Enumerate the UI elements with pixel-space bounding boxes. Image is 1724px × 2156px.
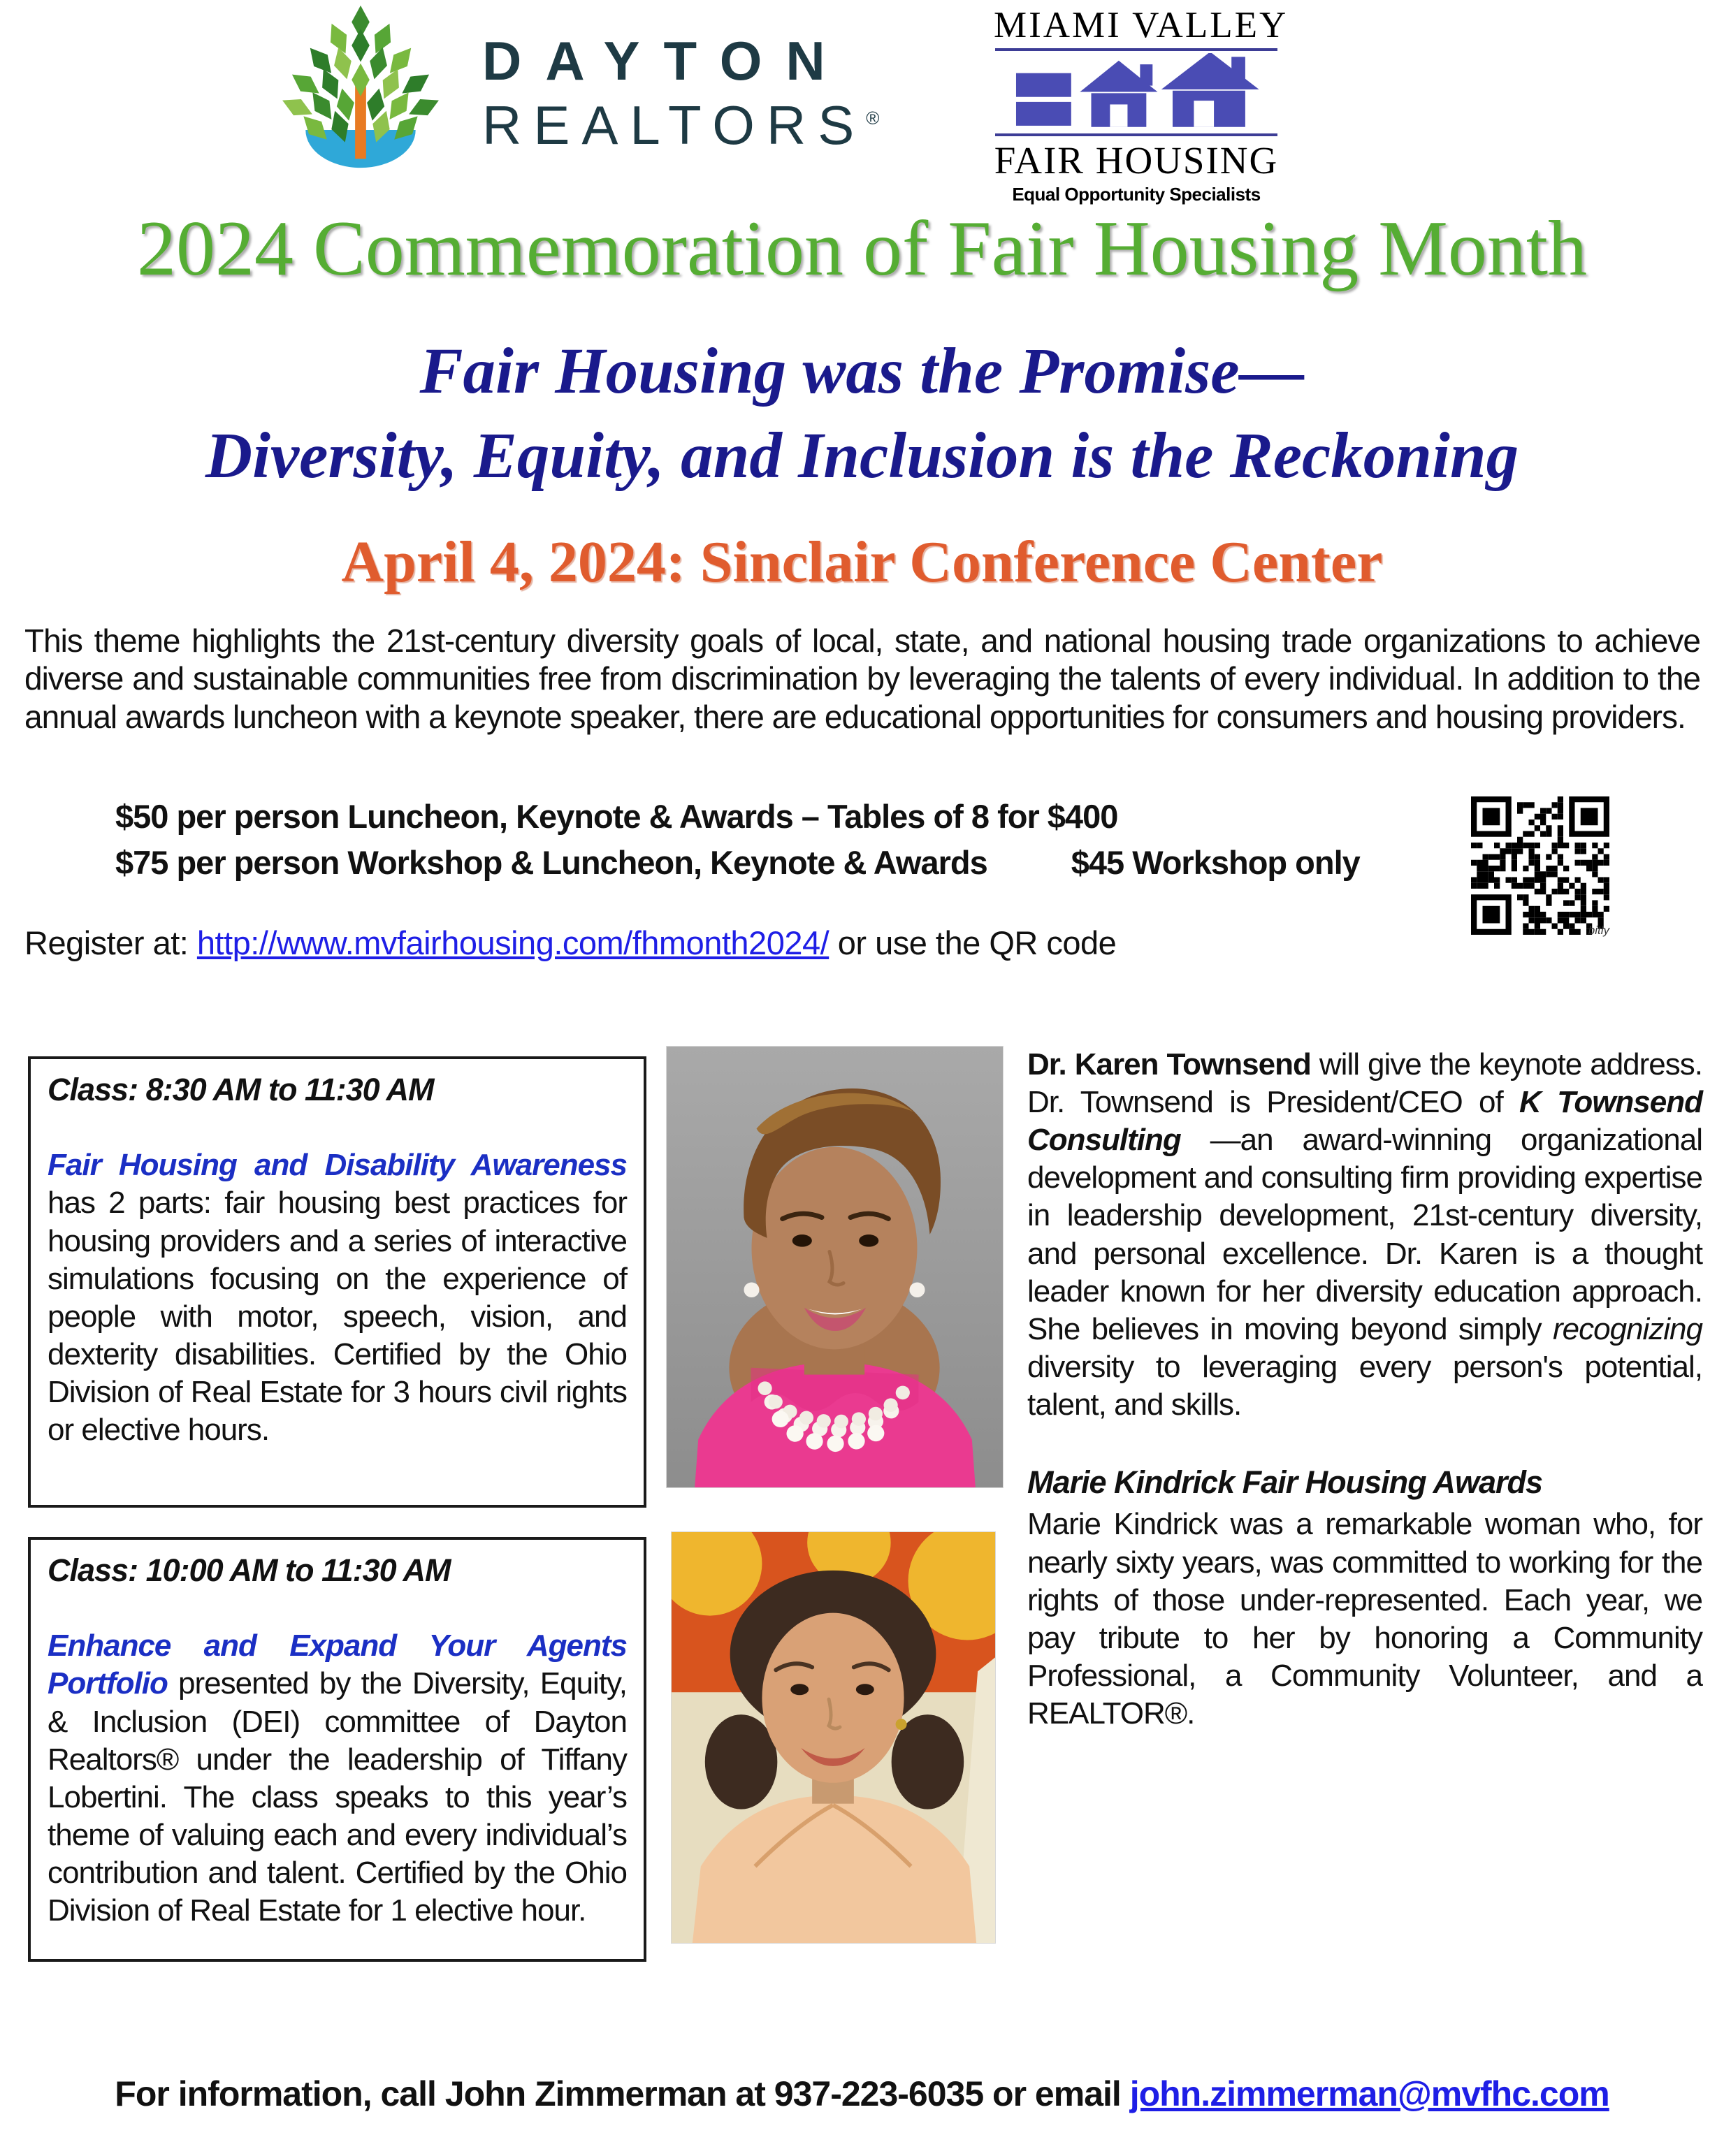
tree-icon [257,3,464,175]
workshop-only-price: $45 Workshop only [1071,843,1360,881]
awards-heading: Marie Kindrick Fair Housing Awards [1027,1464,1542,1501]
class1-description [48,1146,627,1449]
portrait-photo-icon [667,1047,1003,1487]
class2-description [48,1627,627,1930]
class2-course-title: Enhance and Expand Your Agents Portfolio [48,1629,627,1701]
register-prefix: Register at: [24,924,197,961]
right-column [1027,1046,1702,1733]
pricing-line-2 [115,840,1485,886]
class-box-2 [28,1537,646,1962]
mvfh-fair-housing: FAIR HOUSING [994,139,1279,182]
class1-body-text: has 2 parts: fair housing best practices for housing providers and a series of interactive simulations focusing on the experience of people with motor, speech, vision, and dexterity disabilities. Certified by the Ohio Division of Real Estate for 3 hours civil rights or elective hours. [48,1186,627,1448]
intro-paragraph: This theme highlights the 21st-century diversity goals of local, state, and national housing trade organizations to achieve diverse and sustainable communities free from discrimination by leveraging the talents of every individual. In addition to the annual awards luncheon with a keynote speaker, there are educational opportunities for consumers and housing providers. [24,622,1700,735]
keynote-text-1: will give the keynote address. Dr. Townsend is President/CEO of [1027,1047,1702,1120]
register-line [24,924,1116,962]
theme-subtitle-line-1: Fair Housing was the Promise— [419,335,1305,407]
registration-qr-code [1471,796,1609,935]
register-suffix: or use the QR code [829,924,1117,961]
mvfh-divider-top [995,48,1277,51]
keynote-text-2: —an award-winning organizational development and consulting firm providing expertise in leadership development, 21st-century diversity, and personal excellence. Dr. Karen is a thought leader known for her diversity education approach. She believes in moving beyond simply [1027,1123,1702,1346]
dayton-wordmark: DAYTON [482,30,849,92]
pricing-block [115,794,1485,886]
class1-course-title: Fair Housing and Disability Awareness [48,1148,627,1183]
spacer [48,1109,627,1146]
qr-code-icon [1471,796,1609,935]
registration-link[interactable]: http://www.mvfairhousing.com/fhmonth2024/ [196,924,830,961]
event-date-venue: April 4, 2024: Sinclair Conference Center [341,530,1383,595]
registered-mark: ® [866,108,880,129]
class1-time: Class: 8:30 AM to 11:30 AM [48,1072,434,1107]
keynote-text-3: diversity to leveraging every person's potential, talent, and skills. [1027,1349,1702,1422]
email-link[interactable]: john.zimmerman@mvfhc.com [1129,2074,1609,2113]
keynote-paragraph [1027,1046,1702,1424]
mvfh-tagline: Equal Opportunity Specialists [1012,184,1261,205]
houses-icon [1001,53,1272,131]
mvfh-name: MIAMI VALLEY [994,5,1289,45]
qr-bitly-label: bitly [1588,924,1609,937]
dayton-logo-text [482,30,880,156]
realtors-wordmark: REALTORS® [482,94,880,156]
class-box-1 [28,1056,646,1508]
footer-text: For information, call John Zimmerman at 937-223-6035 or email [115,2074,1130,2113]
class2-time: Class: 10:00 AM to 11:30 AM [48,1552,451,1588]
keynote-emphasis-word: recognizing [1552,1311,1702,1346]
footer-contact [0,2074,1724,2114]
class2-body-text: presented by the Diversity, Equity, & Inclusion (DEI) committee of Dayton Realtors® under the leadership of Tiffany Lobertini. The class speaks to this year’s theme of valuing each and every individual’s contribution and talent. Certified by the Ohio Division of Real Estate for 1 elective hour. [48,1666,627,1928]
theme-subtitle-line-2: Diversity, Equity, and Inclusion is the Reckoning [205,419,1519,492]
pricing-line-2-left: $75 per person Workshop & Luncheon, Keynote & Awards [115,843,987,881]
awards-paragraph: Marie Kindrick was a remarkable woman who, for nearly sixty years, was committed to working for the rights of those under-represented. Each year, we pay tribute to her by honoring a Community Professional, a Community Volunteer, and a REALTOR®. [1027,1507,1702,1731]
page-title: 2024 Commemoration of Fair Housing Month [136,205,1587,292]
pricing-line-1: $50 per person Luncheon, Keynote & Awards – Tables of 8 for $400 [115,798,1118,835]
theme-subtitle [0,330,1724,499]
spacer [48,1589,627,1627]
keynote-speaker-name: Dr. Karen Townsend [1027,1047,1311,1081]
mvfh-divider-bottom [995,133,1277,136]
marie-kindrick-portrait [671,1531,996,1944]
portrait-photo-icon [672,1532,995,1943]
consulting-firm-name: K Townsend Consulting [1027,1085,1702,1158]
miami-valley-fair-housing-logo [994,4,1289,205]
karen-townsend-portrait [666,1046,1004,1488]
